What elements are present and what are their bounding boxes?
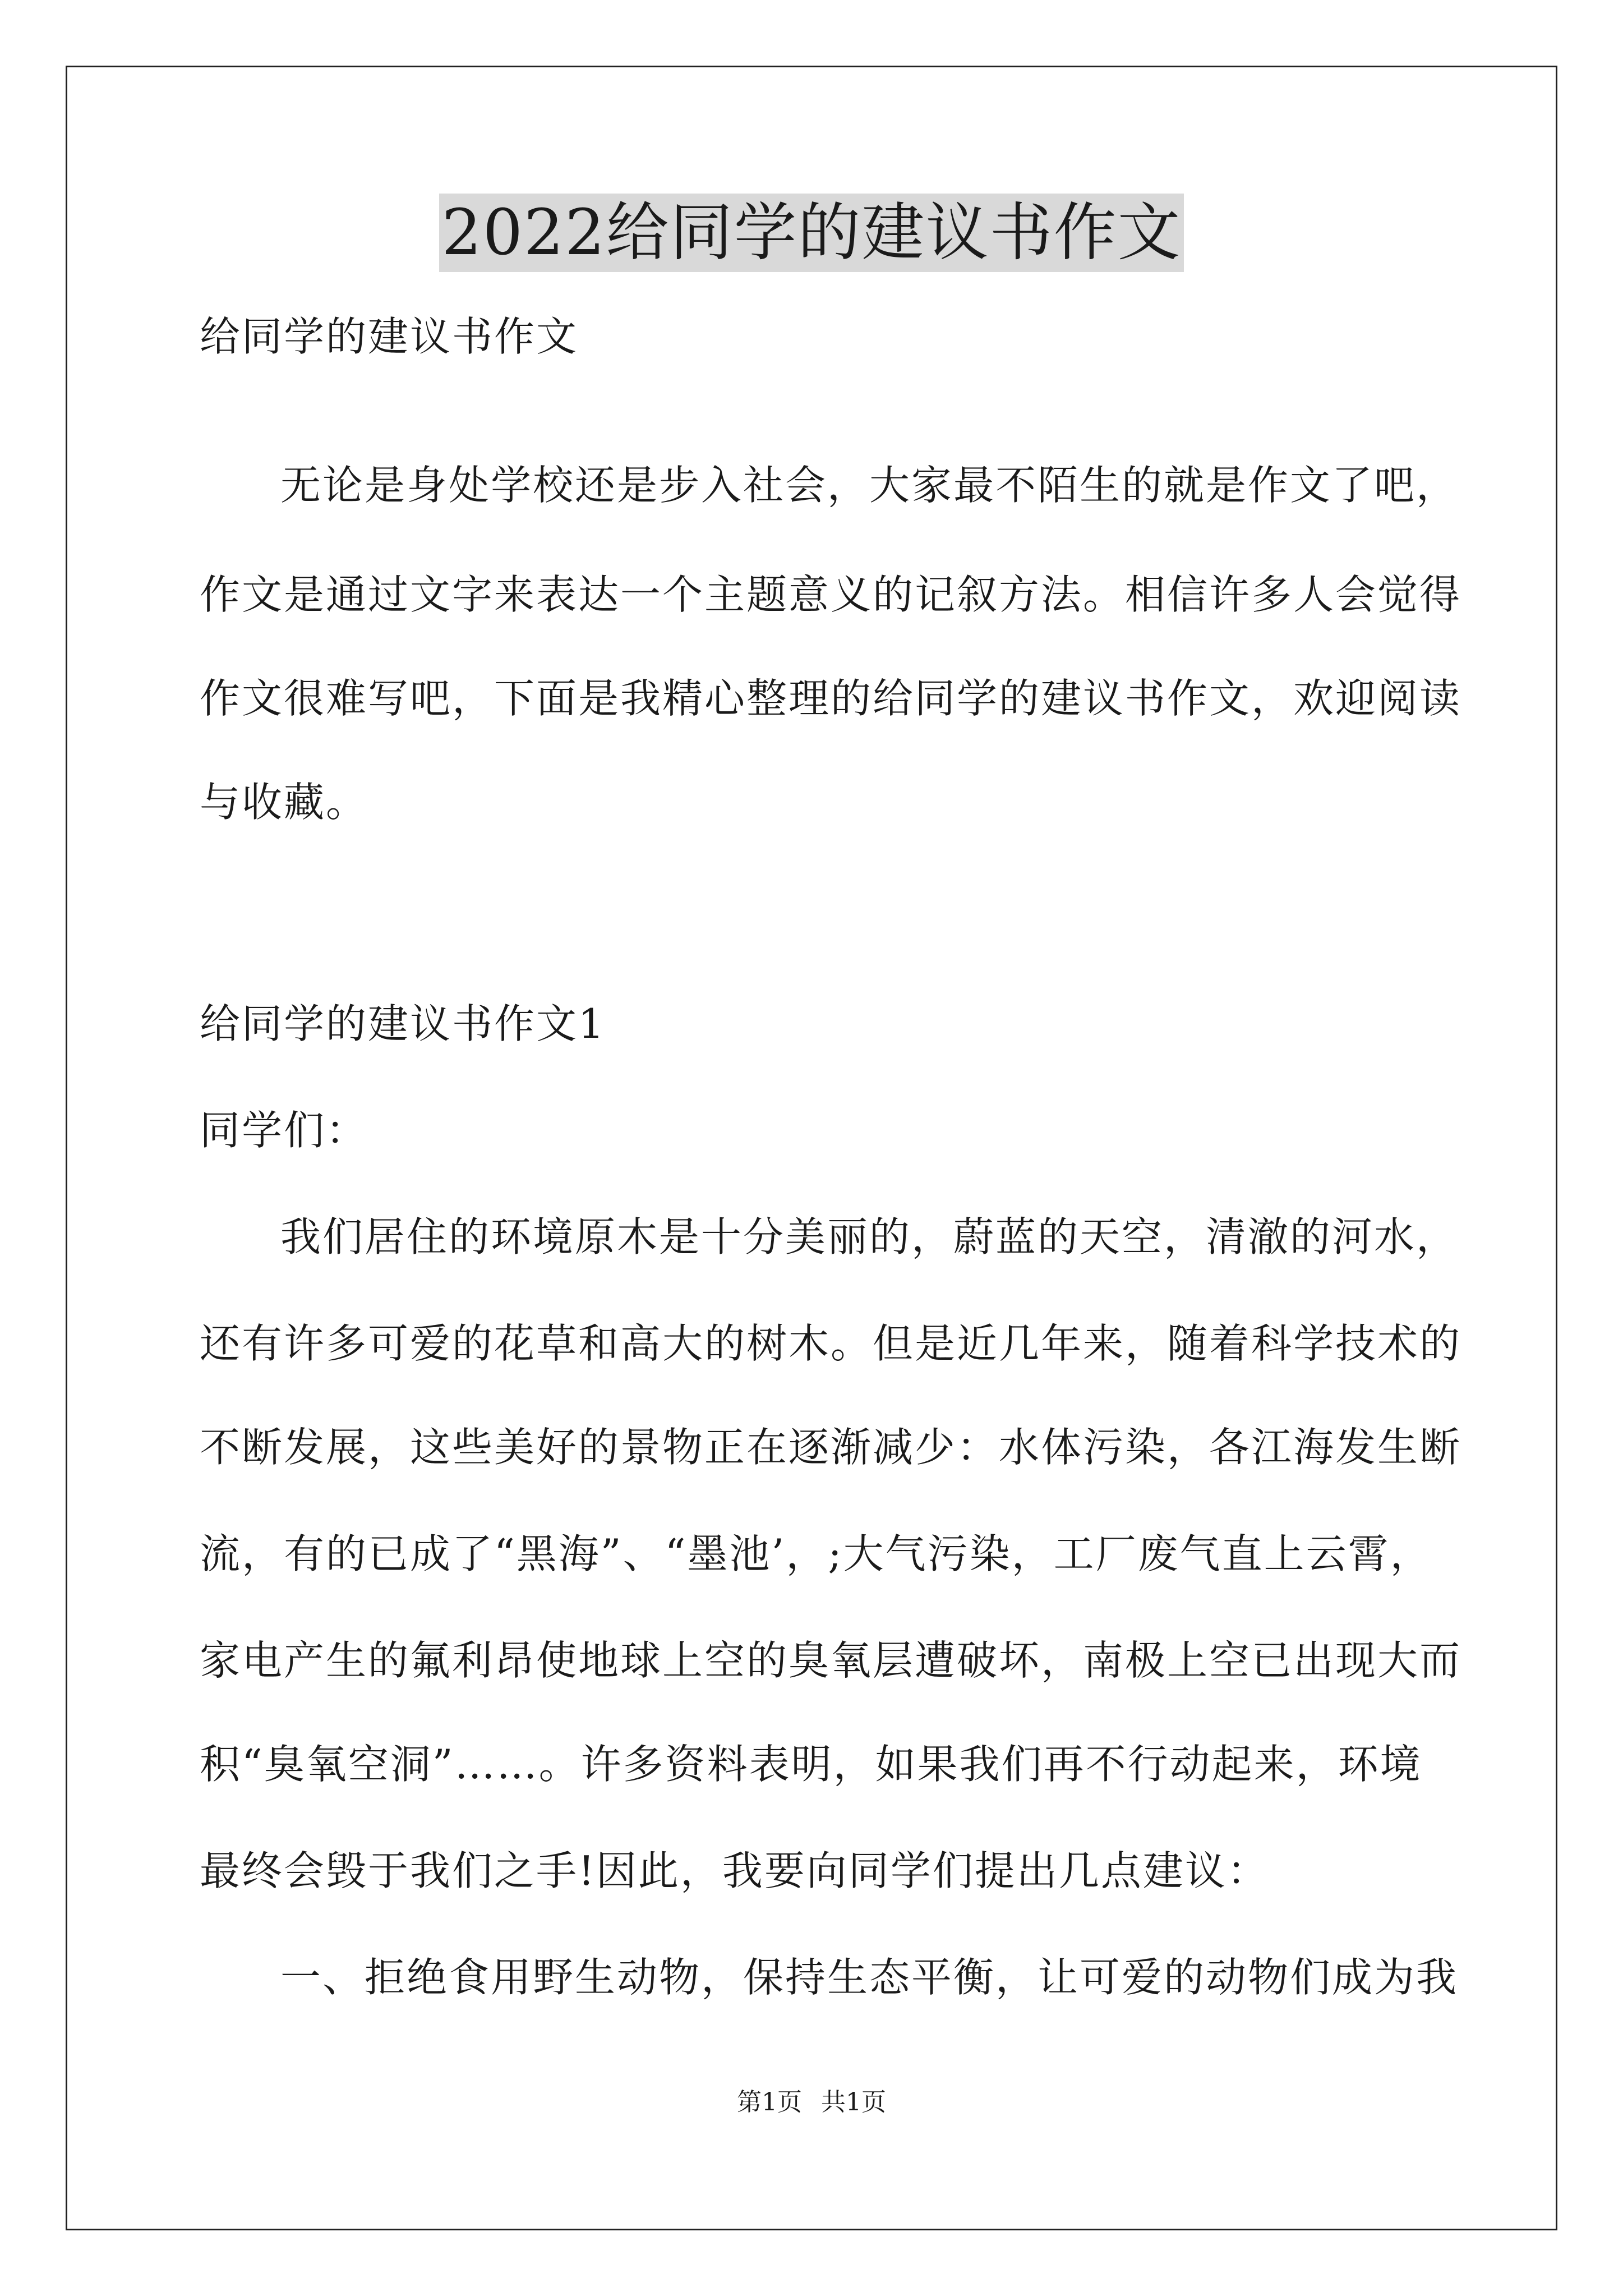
page-footer — [0, 2087, 1623, 2118]
intro-line-2: 作文是通过文字来表达一个主题意义的记叙方法。相信许多人会觉得 — [200, 571, 1462, 618]
intro-line-1: 无论是身处学校还是步入社会，大家最不陌生的就是作文了吧， — [280, 462, 1459, 509]
point-1: 一、拒绝食用野生动物，保持生态平衡，让可爱的动物们成为我 — [280, 1954, 1459, 2001]
salutation: 同学们： — [200, 1107, 368, 1154]
subtitle: 给同学的建议书作文 — [200, 313, 579, 360]
body-line-7: 最终会毁于我们之手!因此，我要向同学们提出几点建议： — [200, 1847, 1269, 1894]
body-line-6: 积“臭氧空洞”……。许多资料表明，如果我们再不行动起来，环境 — [200, 1741, 1422, 1788]
body-line-1: 我们居住的环境原木是十分美丽的，蔚蓝的天空，清澈的河水， — [280, 1213, 1459, 1260]
intro-line-4: 与收藏。 — [200, 779, 368, 826]
section-heading: 给同学的建议书作文1 — [200, 1000, 606, 1047]
page-current: 第1页 — [737, 2088, 802, 2116]
document-title: 2022给同学的建议书作文 — [439, 194, 1183, 272]
body-line-3: 不断发展，这些美好的景物正在逐渐减少：水体污染，各江海发生断 — [200, 1424, 1462, 1471]
intro-line-3: 作文很难写吧，下面是我精心整理的给同学的建议书作文，欢迎阅读 — [200, 675, 1462, 722]
body-line-5: 家电产生的氟利昂使地球上空的臭氧层遭破坏，南极上空已出现大而 — [200, 1637, 1462, 1684]
page-total: 共1页 — [821, 2088, 886, 2116]
body-line-2: 还有许多可爱的花草和高大的树木。但是近几年来，随着科学技术的 — [200, 1320, 1462, 1367]
body-line-4: 流，有的已成了“黑海”、“墨池’，;大气污染，工厂废气直上云霄， — [200, 1530, 1432, 1577]
title-wrap — [0, 194, 1623, 272]
